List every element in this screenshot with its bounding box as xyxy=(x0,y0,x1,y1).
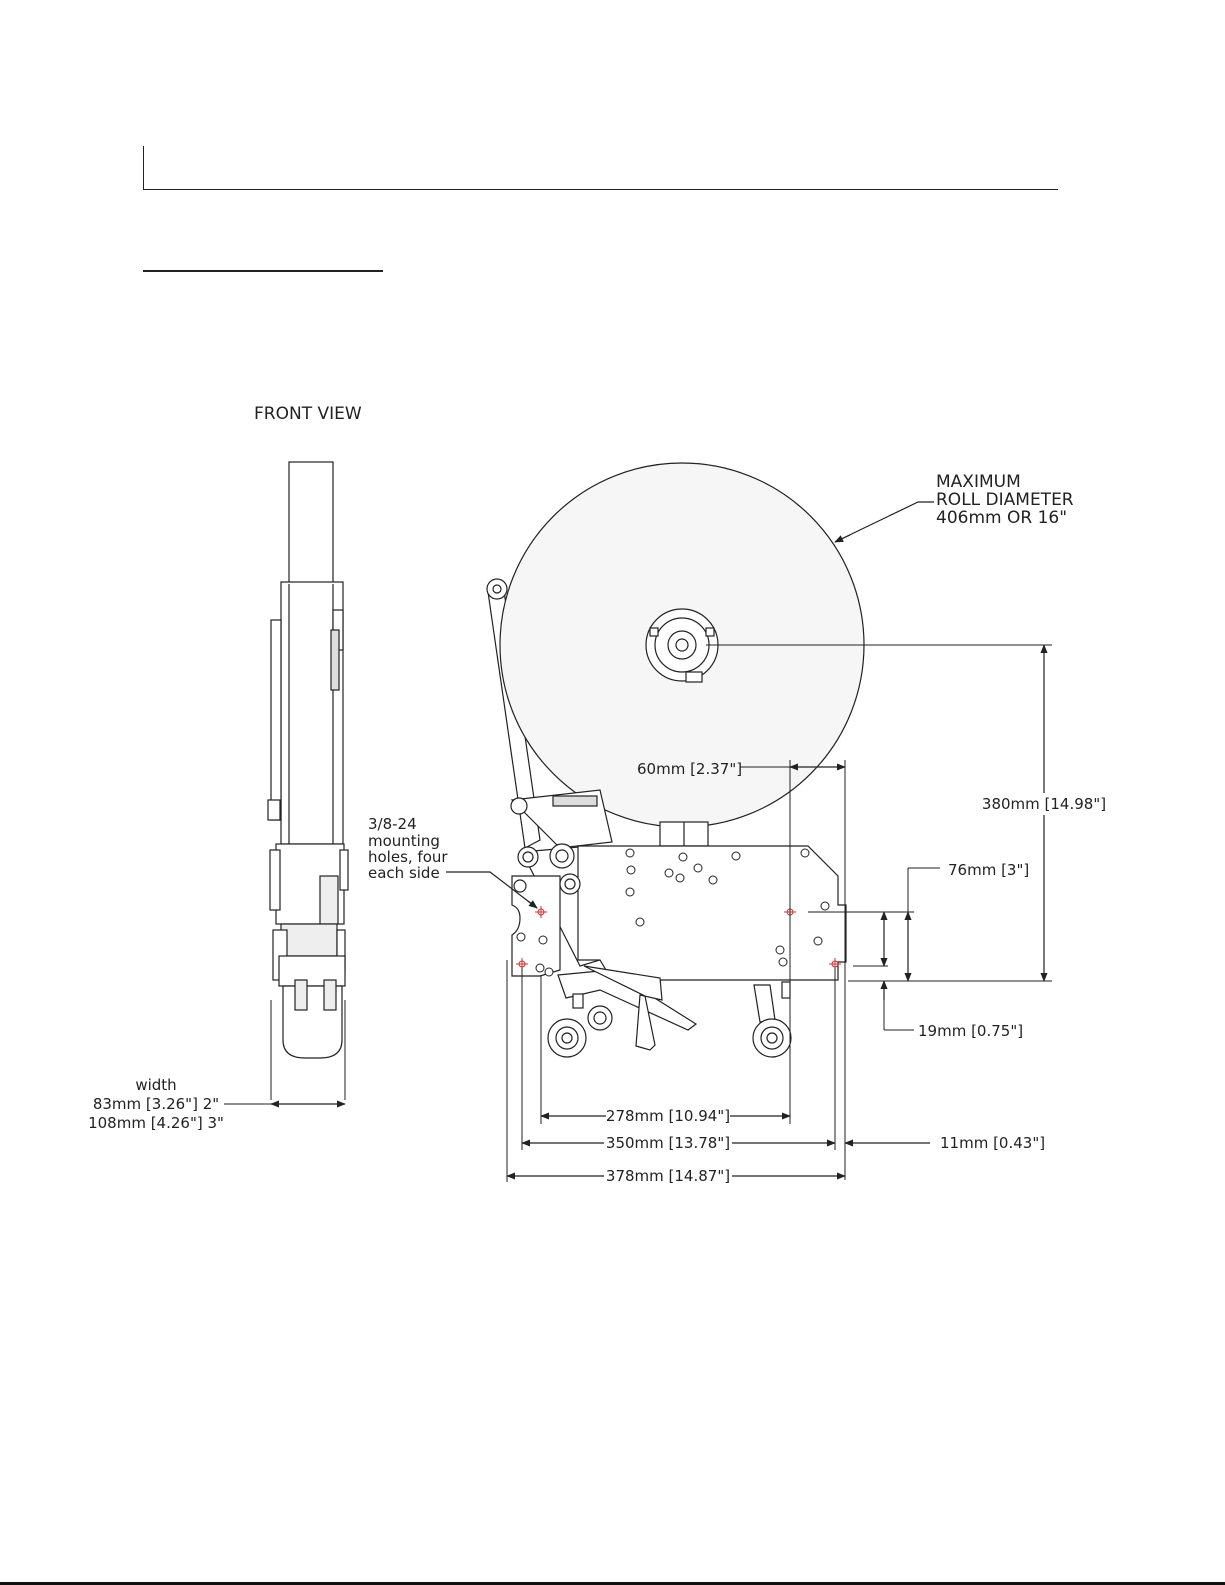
dim-11-label: 11mm [0.43"] xyxy=(940,1134,1046,1152)
holes-callout-line1: 3/8-24 xyxy=(368,815,417,833)
width-dimension xyxy=(88,1076,345,1132)
roll-callout-line3: 406mm OR 16" xyxy=(936,508,1068,528)
roll-callout-line2: ROLL DIAMETER xyxy=(936,490,1074,510)
dim-278-label: 278mm [10.94"] xyxy=(605,1107,731,1125)
width-label: width xyxy=(135,1076,177,1094)
side-view xyxy=(268,462,348,1100)
roll-diameter-leader xyxy=(835,502,934,542)
front-view-label: FRONT VIEW xyxy=(254,404,362,424)
width-2in-label: 83mm [3.26"] 2" xyxy=(92,1095,220,1113)
width-3in-label: 108mm [4.26"] 3" xyxy=(88,1114,224,1132)
main-plate xyxy=(578,846,846,980)
side-roller xyxy=(281,924,337,956)
dim-378-label: 378mm [14.87"] xyxy=(605,1167,731,1185)
holes-callout-line2: mounting xyxy=(368,832,440,850)
side-plate-left xyxy=(271,620,281,820)
dim-350-label: 350mm [13.78"] xyxy=(605,1134,731,1152)
roll-callout-line1: MAXIMUM xyxy=(936,472,1021,492)
dim-76-label: 76mm [3"] xyxy=(948,861,1030,879)
dim-60-label: 60mm [2.37"] xyxy=(637,760,743,778)
holes-callout-line4: each side xyxy=(368,864,440,882)
mounting-holes-callout xyxy=(368,815,448,882)
dim-19-label: 19mm [0.75"] xyxy=(918,1022,1024,1040)
roll-diameter-callout xyxy=(936,472,1074,528)
holes-callout-line3: holes, four xyxy=(368,848,448,866)
dim-380-label: 380mm [14.98"] xyxy=(981,795,1107,813)
side-roll-top xyxy=(289,462,333,584)
